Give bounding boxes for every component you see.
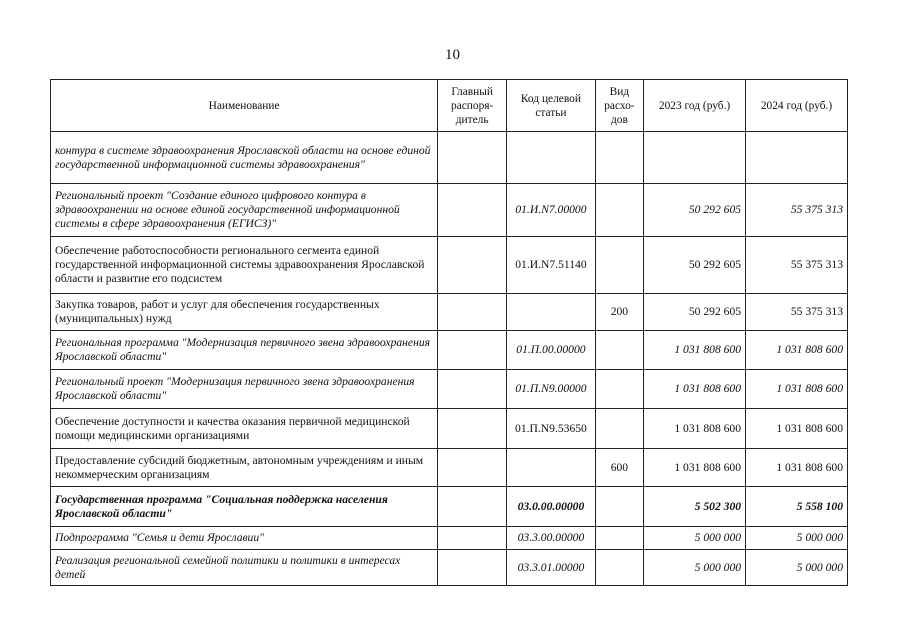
row-name: Обеспечение работоспособности регионального сегмента единой государственной информационной системы здравоохранения Ярославской области и развитие его подсистем <box>51 237 438 294</box>
row-2023: 50 292 605 <box>644 294 746 331</box>
row-type: 200 <box>595 294 643 331</box>
row-name: контура в системе здравоохранения Ярославской области на основе единой государственной информационной системы здравоохранения" <box>51 132 438 184</box>
page-number: 10 <box>445 47 460 63</box>
row-2024: 5 000 000 <box>746 550 848 586</box>
row-2024: 5 000 000 <box>746 527 848 550</box>
row-admin <box>438 184 507 237</box>
row-code: 01.И.N7.51140 <box>507 237 596 294</box>
row-2024: 55 375 313 <box>746 294 848 331</box>
row-2023: 1 031 808 600 <box>644 331 746 370</box>
row-admin <box>438 449 507 487</box>
row-code: 01.П.00.00000 <box>507 331 596 370</box>
header-2023: 2023 год (руб.) <box>644 80 746 132</box>
row-2024: 1 031 808 600 <box>746 409 848 449</box>
table-header-row <box>51 80 848 132</box>
table-row <box>51 132 848 184</box>
row-2023: 50 292 605 <box>644 184 746 237</box>
row-admin <box>438 370 507 409</box>
row-code <box>507 449 596 487</box>
row-code: 03.0.00.00000 <box>507 487 596 527</box>
row-2023: 5 502 300 <box>644 487 746 527</box>
row-2023: 5 000 000 <box>644 527 746 550</box>
row-name: Закупка товаров, работ и услуг для обеспечения государственных (муниципальных) нужд <box>51 294 438 331</box>
row-name: Региональный проект "Создание единого цифрового контура в здравоохранении на основе единой государственной информационной системы в сфере здравоохранения (ЕГИСЗ)" <box>51 184 438 237</box>
row-type <box>595 132 643 184</box>
header-type: Вид расхо-дов <box>595 80 643 132</box>
row-type: 600 <box>595 449 643 487</box>
row-name: Реализация региональной семейной политики и политики в интересах детей <box>51 550 438 586</box>
row-name: Предоставление субсидий бюджетным, автономным учреждениям и иным некоммерческим организациям <box>51 449 438 487</box>
table-row <box>51 184 848 237</box>
table-row <box>51 449 848 487</box>
row-code: 01.П.N9.00000 <box>507 370 596 409</box>
row-2023: 5 000 000 <box>644 550 746 586</box>
table-row <box>51 331 848 370</box>
budget-table <box>50 79 848 586</box>
row-2024: 1 031 808 600 <box>746 331 848 370</box>
row-type <box>595 370 643 409</box>
row-2024: 5 558 100 <box>746 487 848 527</box>
table-row <box>51 527 848 550</box>
row-type <box>595 527 643 550</box>
header-code: Код целевой статьи <box>507 80 596 132</box>
row-type <box>595 550 643 586</box>
row-admin <box>438 409 507 449</box>
table-row <box>51 409 848 449</box>
row-2023 <box>644 132 746 184</box>
row-code: 01.П.N9.53650 <box>507 409 596 449</box>
row-admin <box>438 550 507 586</box>
row-admin <box>438 331 507 370</box>
row-2023: 1 031 808 600 <box>644 370 746 409</box>
row-name: Региональный проект "Модернизация первичного звена здравоохранения Ярославской области" <box>51 370 438 409</box>
row-type <box>595 237 643 294</box>
row-type <box>595 487 643 527</box>
row-code: 03.3.01.00000 <box>507 550 596 586</box>
header-name: Наименование <box>51 80 438 132</box>
table-row <box>51 550 848 586</box>
row-2024 <box>746 132 848 184</box>
row-2024: 55 375 313 <box>746 237 848 294</box>
row-code <box>507 132 596 184</box>
table-row <box>51 487 848 527</box>
row-type <box>595 409 643 449</box>
row-2024: 1 031 808 600 <box>746 370 848 409</box>
row-name: Подпрограмма "Семья и дети Ярославии" <box>51 527 438 550</box>
row-2023: 1 031 808 600 <box>644 449 746 487</box>
row-admin <box>438 527 507 550</box>
row-type <box>595 184 643 237</box>
row-admin <box>438 237 507 294</box>
table-row <box>51 370 848 409</box>
row-type <box>595 331 643 370</box>
row-admin <box>438 132 507 184</box>
row-admin <box>438 294 507 331</box>
row-name: Региональная программа "Модернизация первичного звена здравоохранения Ярославской области" <box>51 331 438 370</box>
row-admin <box>438 487 507 527</box>
row-code: 03.3.00.00000 <box>507 527 596 550</box>
row-code: 01.И.N7.00000 <box>507 184 596 237</box>
row-name: Государственная программа "Социальная поддержка населения Ярославской области" <box>51 487 438 527</box>
row-2024: 1 031 808 600 <box>746 449 848 487</box>
row-name: Обеспечение доступности и качества оказания первичной медицинской помощи медицинскими организациями <box>51 409 438 449</box>
table-row <box>51 294 848 331</box>
header-2024: 2024 год (руб.) <box>746 80 848 132</box>
row-2024: 55 375 313 <box>746 184 848 237</box>
row-2023: 50 292 605 <box>644 237 746 294</box>
row-2023: 1 031 808 600 <box>644 409 746 449</box>
table-row <box>51 237 848 294</box>
header-admin: Главный распоря-дитель <box>438 80 507 132</box>
row-code <box>507 294 596 331</box>
